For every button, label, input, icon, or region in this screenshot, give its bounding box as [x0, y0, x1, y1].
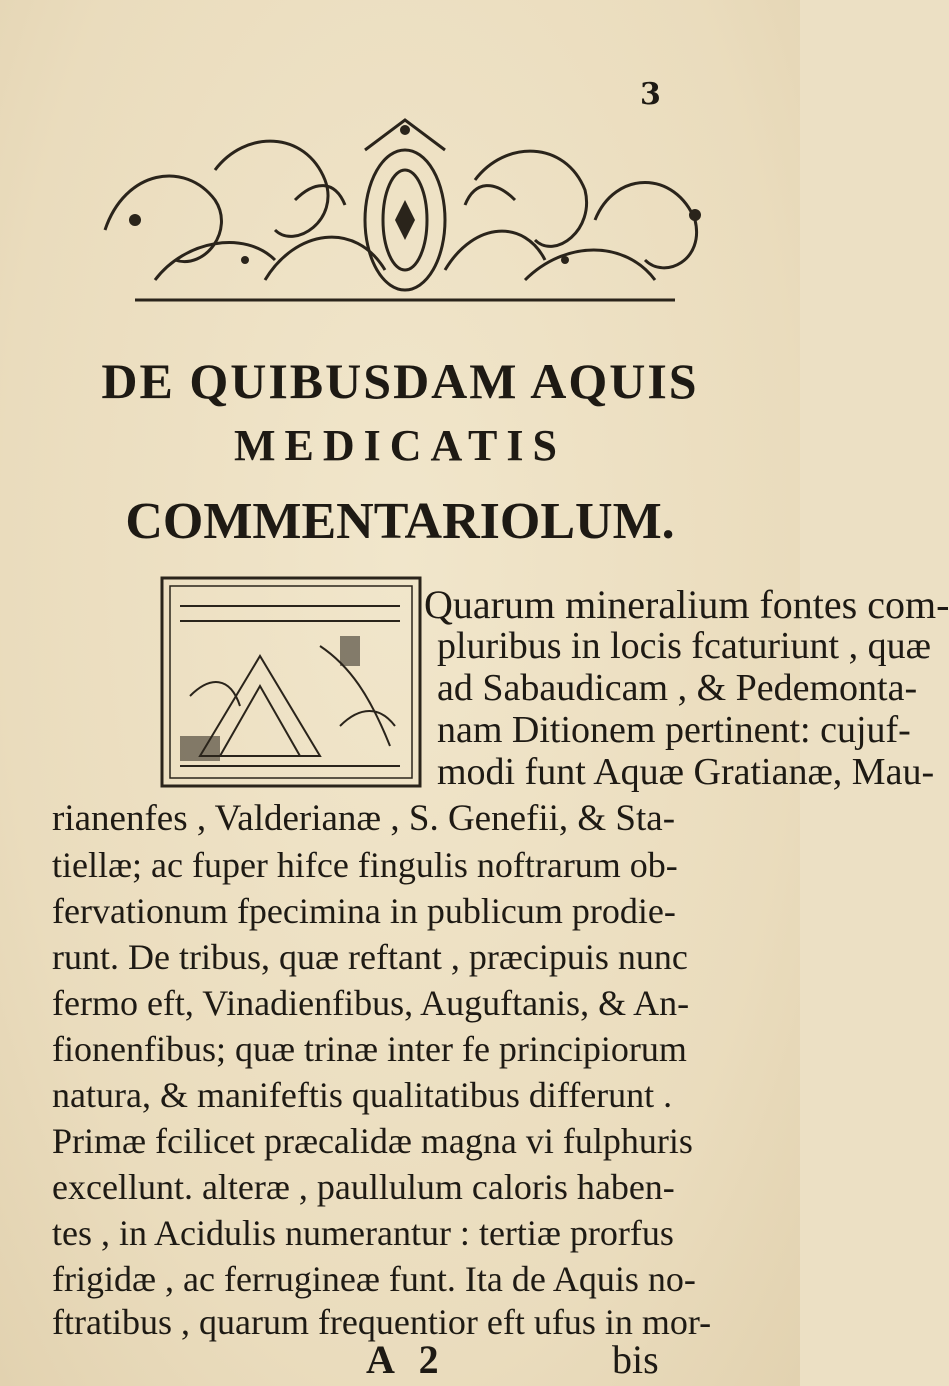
text-line-1: Quarum mineralium fontes com- — [424, 582, 949, 627]
text-line-2: pluribus in locis fcaturiunt , quæ — [437, 625, 931, 667]
ornamental-headpiece — [95, 110, 715, 310]
decorated-initial-block — [160, 576, 422, 788]
text-line-3: ad Sabaudicam , & Pedemonta- — [437, 667, 918, 709]
text-line-13: Primæ fcilicet præcalidæ magna vi fulphuris — [52, 1121, 693, 1161]
title-line-2: MEDICATIS — [233, 421, 566, 470]
title-line-1: DE QUIBUSDAM AQUIS — [101, 353, 699, 409]
text-line-8: fervationum fpecimina in publicum prodie- — [52, 891, 676, 931]
text-line-15: tes , in Acidulis numerantur : tertiæ prorfus — [52, 1213, 674, 1253]
text-line-4: nam Ditionem pertinent: cujuf- — [437, 709, 911, 751]
text-line-10: fermo eft, Vinadienfibus, Auguftanis, & An- — [52, 983, 690, 1023]
text-line-17: ftratibus , quarum frequentior eft ufus in mor- — [52, 1302, 712, 1342]
catchword: bis — [612, 1337, 659, 1382]
text-line-6: rianenfes , Valderianæ , S. Genefii, & Sta- — [52, 798, 676, 839]
text-line-12: natura, & manifeftis qualitatibus differunt . — [52, 1075, 673, 1115]
title-line-3: COMMENTARIOLUM. — [125, 493, 675, 550]
text-line-5: modi funt Aquæ Gratianæ, Mau- — [437, 751, 935, 793]
text-line-14: excellunt. alteræ , paullulum caloris haben- — [52, 1167, 675, 1207]
page-number: 3 — [640, 77, 661, 112]
text-line-16: frigidæ , ac ferrugineæ funt. Ita de Aquis no- — [52, 1259, 696, 1299]
text-line-9: runt. De tribus, quæ reftant , præcipuis nunc — [52, 937, 688, 977]
signature-mark: A 2 — [366, 1337, 447, 1382]
text-line-11: fionenfibus; quæ trinæ inter fe principiorum — [52, 1029, 687, 1069]
text-line-7: tiellæ; ac fuper hifce fingulis noftrarum ob- — [52, 845, 678, 885]
